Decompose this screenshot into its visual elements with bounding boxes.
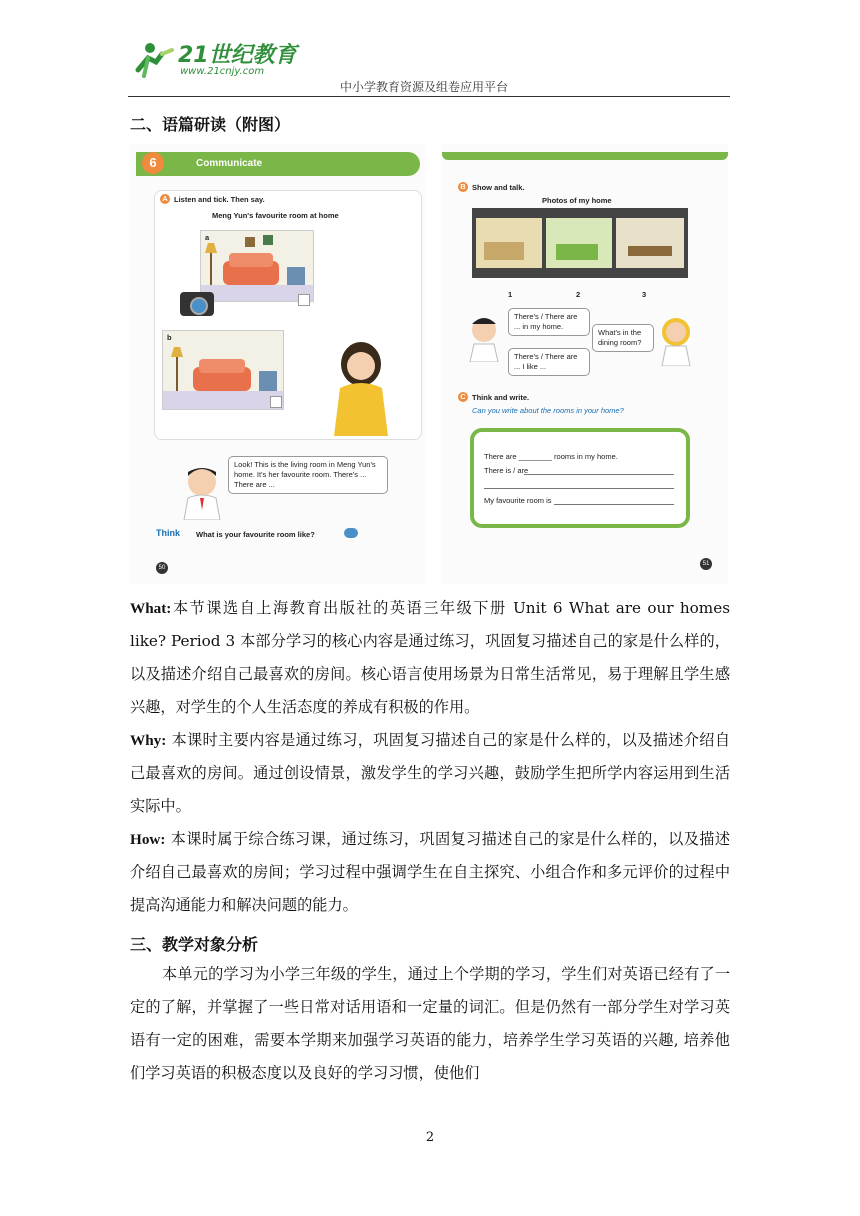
chat-icon bbox=[344, 528, 358, 538]
section-title-students: 三、教学对象分析 bbox=[130, 935, 259, 954]
speech-bubble-3: What's in the dining room? bbox=[592, 324, 654, 352]
how-label: How: bbox=[130, 831, 166, 848]
room-picture-a bbox=[200, 230, 314, 302]
speech-bubble-1: There's / There are ... in my home. bbox=[508, 308, 590, 336]
section-b-title: Show and talk. bbox=[472, 183, 525, 192]
section-a-badge: A bbox=[160, 194, 170, 204]
write-line-1: There are ________ rooms in my home. bbox=[484, 452, 618, 461]
photo-film-strip bbox=[472, 208, 688, 278]
think-question: What is your favourite room like? bbox=[196, 530, 315, 539]
what-label: What: bbox=[130, 600, 172, 617]
right-page-number: 51 bbox=[700, 558, 712, 570]
photos-caption: Photos of my home bbox=[542, 196, 612, 205]
section-title-reading: 二、语篇研读（附图） bbox=[130, 115, 291, 134]
why-label: Why: bbox=[130, 732, 167, 749]
logo-text: 21世纪教育 bbox=[178, 43, 297, 68]
banner-label: Communicate bbox=[196, 158, 263, 169]
writing-box bbox=[470, 428, 690, 528]
boy-speech-bubble: Look! This is the living room in Meng Yun's home. It's her favourite room. There's ... There are ... bbox=[228, 456, 388, 494]
textbook-right-page bbox=[442, 144, 728, 584]
tick-box-a[interactable] bbox=[298, 294, 310, 306]
section-c-badge: C bbox=[458, 392, 468, 402]
section-a-title: Listen and tick. Then say. bbox=[174, 195, 265, 204]
site-logo bbox=[128, 36, 328, 84]
section-c-title: Think and write. bbox=[472, 393, 530, 402]
photo-1 bbox=[476, 218, 542, 268]
section-b-badge: B bbox=[458, 182, 468, 192]
photo-number-1: 1 bbox=[508, 290, 513, 299]
page-number: 2 bbox=[425, 1130, 435, 1145]
students-paragraph: 本单元的学习为小学三年级的学生，通过上个学期的学习，学生们对英语已经有了一定的了解，并掌握了一些日常对话用语和一定量的词汇。但是仍然有一部分学生对学习英语有一定的困难，需要本学期来加强学习英语的能力，培养学生学习英语的兴趣, 培养他们学习英语的积极态度以及良好的学习习惯，使他们 bbox=[130, 965, 730, 1082]
photo-3 bbox=[616, 218, 684, 268]
left-page-number: 50 bbox=[156, 562, 168, 574]
boy-illustration-icon bbox=[180, 464, 224, 520]
speech-bubble-2: There's / There are ... I like ... bbox=[508, 348, 590, 376]
section-c-subtitle: Can you write about the rooms in your home? bbox=[472, 406, 624, 415]
think-label: Think bbox=[156, 528, 180, 538]
boy-speaker-icon bbox=[466, 314, 502, 362]
photo-number-3: 3 bbox=[642, 290, 647, 299]
how-text: 本课时属于综合练习课，通过练习，巩固复习描述自己的家是什么样的，以及描述介绍自己最喜欢的房间；学习过程中强调学生在自主探究、小组合作和多元评价的过程中提高沟通能力和解决问题的能力。 bbox=[130, 830, 731, 914]
unit-number-badge: 6 bbox=[142, 152, 164, 174]
page-header bbox=[128, 30, 730, 97]
how-paragraph bbox=[130, 823, 730, 922]
communicate-banner bbox=[136, 152, 420, 176]
textbook-figure bbox=[130, 144, 728, 584]
picture-a-label: a bbox=[205, 233, 210, 242]
write-line-3: My favourite room is bbox=[484, 496, 552, 505]
camera-icon bbox=[180, 292, 214, 316]
photo-number-2: 2 bbox=[576, 290, 581, 299]
why-text: 本课时主要内容是通过练习，巩固复习描述自己的家是什么样的，以及描述介绍自己最喜欢的房间。通过创设情景，激发学生的学习兴趣，鼓励学生把所学内容运用到生活实际中。 bbox=[130, 731, 731, 815]
write-line-2: There is / are bbox=[484, 466, 529, 475]
girl-speaker-icon bbox=[656, 314, 696, 366]
why-paragraph bbox=[130, 724, 730, 823]
header-subtitle: 中小学教育资源及组卷应用平台 bbox=[340, 80, 509, 94]
tick-box-b[interactable] bbox=[270, 396, 282, 408]
textbook-left-page bbox=[130, 144, 426, 584]
top-green-stripe bbox=[442, 152, 728, 160]
logo-url: www.21cnjy.com bbox=[180, 66, 265, 77]
girl-illustration-icon bbox=[326, 340, 396, 436]
photo-2 bbox=[546, 218, 612, 268]
picture-b-label: b bbox=[167, 333, 172, 342]
what-paragraph bbox=[130, 592, 730, 724]
room-picture-b bbox=[162, 330, 284, 410]
what-text: 本节课选自上海教育出版社的英语三年级下册 Unit 6 What are our homes like? Period 3 本部分学习的核心内容是通过练习，巩固复习描述自己的家是什么样的，以及描述介绍自己最喜欢的房间。核心语言使用场景为日常生活常见，易于理解且学生感兴趣，对学生的个人生活态度的养成有积极的作用。 bbox=[130, 599, 730, 716]
room-caption: Meng Yun's favourite room at home bbox=[212, 211, 339, 220]
